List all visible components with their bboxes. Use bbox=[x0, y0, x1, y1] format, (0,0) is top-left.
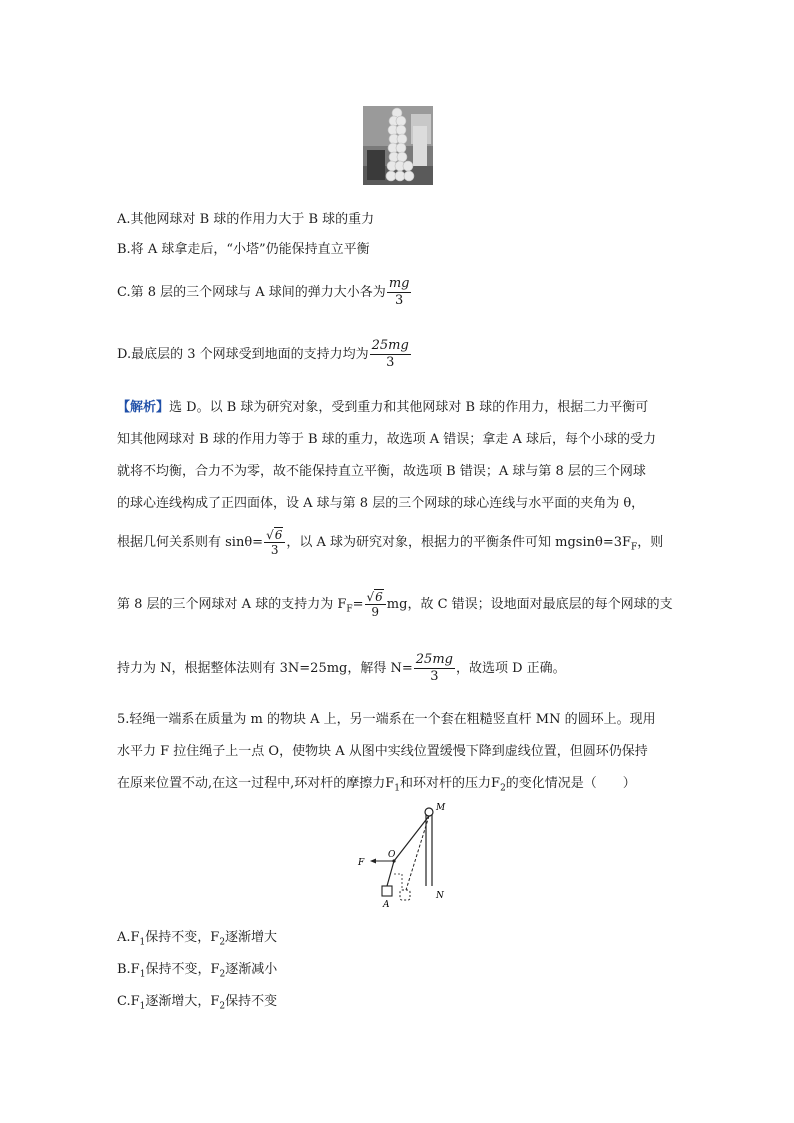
analysis-line-2: 知其他网球对 B 球的作用力等于 B 球的重力，故选项 A 错误；拿走 A 球后，每个小球的受力 bbox=[117, 432, 656, 447]
label-f: F bbox=[358, 858, 365, 868]
q5-line-2: 水平力 F 拉住绳子上一点 O，使物块 A 从图中实线位置缓慢下降到虚线位置，但圆环仍保持 bbox=[117, 744, 648, 759]
label-o: O bbox=[388, 850, 396, 860]
rope-ring-rod-diagram bbox=[356, 798, 456, 910]
rope-upper-solid bbox=[394, 816, 429, 861]
fraction-25mg-3: $\frac{25mg}{3}$ bbox=[371, 338, 409, 370]
q5-option-c: $C.F_1$逐渐增大，$F_2$保持不变 bbox=[117, 994, 278, 1012]
label-m: M bbox=[436, 803, 446, 813]
option-b: B.将 A 球拿走后，“小塔”仍能保持直立平衡 bbox=[117, 242, 370, 257]
analysis-line-4: 的球心连线构成了正四面体，设 A 球与第 8 层的三个网球的球心连线与水平面的夹角为 θ， bbox=[117, 496, 645, 511]
option-d: D.最底层的 3 个网球受到地面的支持力均为 $\frac{25mg}{3}$ bbox=[117, 338, 409, 370]
analysis-line-3: 就将不均衡，合力不为零，故不能保持直立平衡，故选项 B 错误；A 球与第 8 层的三个网球 bbox=[117, 464, 646, 479]
label-a: A bbox=[383, 900, 390, 910]
option-a: A.其他网球对 B 球的作用力大于 B 球的重力 bbox=[117, 212, 375, 227]
block-solid bbox=[382, 886, 392, 896]
fraction-25mg-3-n: $\frac{25mg}{3}$ bbox=[415, 652, 453, 684]
fraction-mg-3: $\frac{mg}{3}$ bbox=[388, 276, 410, 308]
fraction-sqrt6-3: $\frac{√6}{3}$ bbox=[264, 528, 285, 557]
option-c: C.第 8 层的三个网球与 A 球间的弹力大小各为 $\frac{mg}{3}$ bbox=[117, 276, 410, 308]
tennis-ball-tower-photo-icon bbox=[363, 106, 433, 185]
q5-line-3: 在原来位置不动,在这一过程中,环对杆的摩擦力$F_1$和环对杆的压力$F_2$的变化情况是（ ） bbox=[117, 776, 636, 794]
block-dashed bbox=[400, 890, 410, 900]
analysis-line-1: 【解析】选 D。以 B 球为研究对象，受到重力和其他网球对 B 球的作用力，根据二力平衡可 bbox=[117, 400, 649, 415]
ring-icon bbox=[425, 808, 433, 816]
arrow-head-icon bbox=[370, 859, 376, 864]
analysis-tag: 【解析】 bbox=[117, 400, 170, 415]
analysis-line-6: 第 8 层的三个网球对 A 球的支持力为 $F_F=$ $\frac{√6}{9}$ mg，故 C 错误；设地面对最底层的每个网球的支 bbox=[117, 590, 673, 619]
fraction-sqrt6-9: $\frac{√6}{9}$ bbox=[365, 590, 386, 619]
analysis-line-7: 持力为 N，根据整体法则有 3N=25mg，解得 N= $\frac{25mg}{3}$ ，故选项 D 正确。 bbox=[117, 652, 566, 684]
q5-option-a: $A.F_1$保持不变，$F_2$逐渐增大 bbox=[117, 930, 278, 948]
rope-lower-solid bbox=[387, 861, 394, 886]
q5-line-1: 5.轻绳一端系在质量为 m 的物块 A 上，另一端系在一个套在粗糙竖直杆 MN 的圆环上。现用 bbox=[117, 712, 656, 727]
q5-option-b: $B.F_1$保持不变，$F_2$逐渐减小 bbox=[117, 962, 278, 980]
label-n: N bbox=[436, 891, 444, 901]
analysis-line-5: 根据几何关系则有 sinθ= $\frac{√6}{3}$ ，以 A 球为研究对象，根据力的平衡条件可知 $mgsin\theta=3F_F$，则 bbox=[117, 528, 664, 557]
